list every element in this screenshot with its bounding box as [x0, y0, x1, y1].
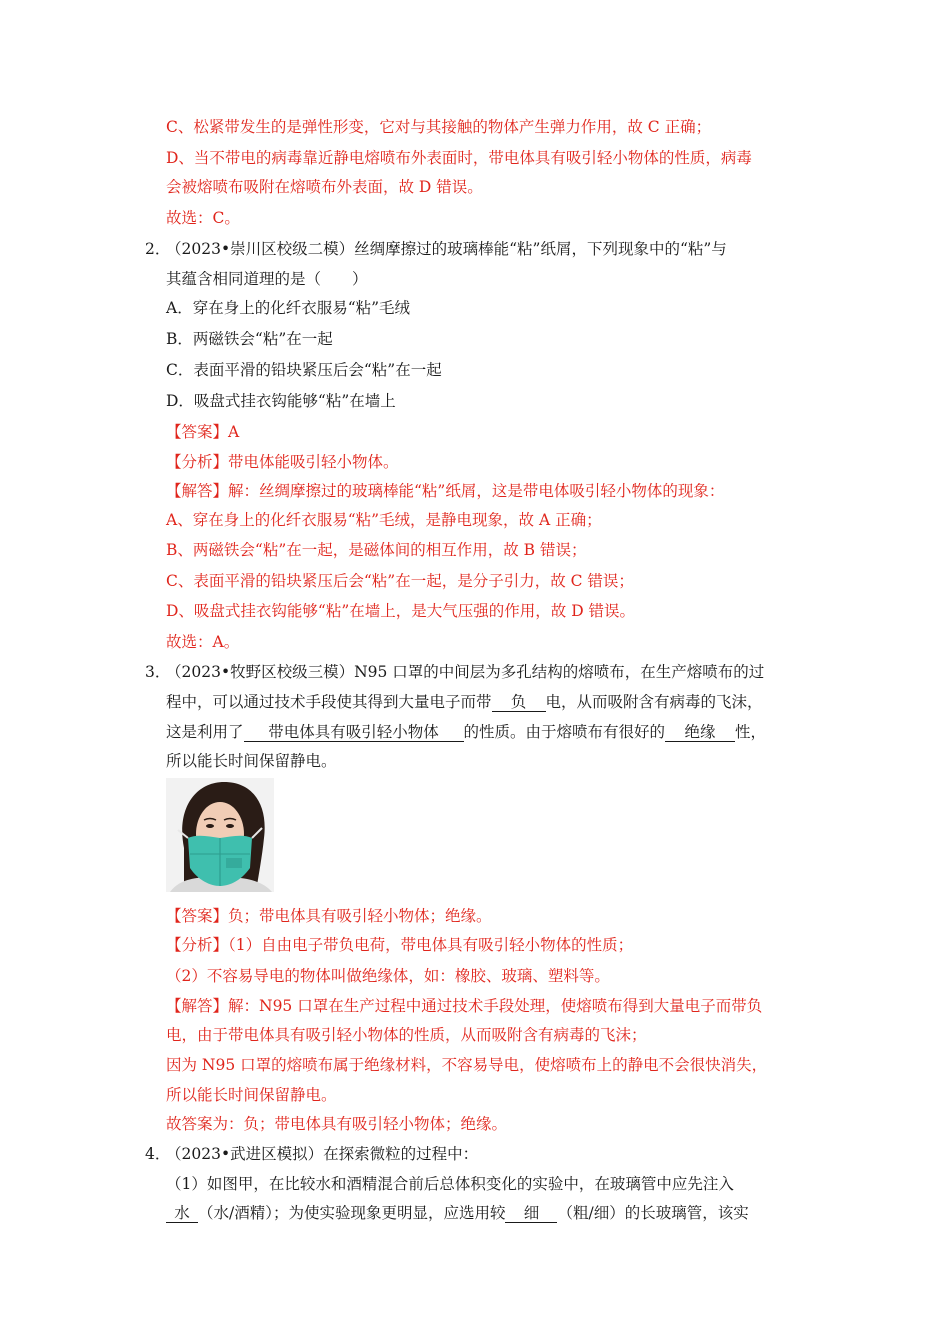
q2-stem-line2: 其蕴含相同道理的是（ ）: [166, 270, 368, 288]
q3-stem-line3-b: 的性质。由于熔喷布有很好的: [463, 723, 666, 741]
q3-blank-property: 带电体具有吸引轻小物体: [244, 723, 464, 742]
q3-solution-line1: 【解答】解：N95 口罩在生产过程中通过技术手段处理，使熔喷布得到大量电子而带负: [166, 997, 763, 1015]
q2-option-b: B．两磁铁会“粘”在一起: [166, 330, 333, 348]
q3-stem-line4: 所以能长时间保留静电。: [166, 752, 337, 770]
q2-option-a: A．穿在身上的化纤衣服易“粘”毛绒: [166, 299, 411, 317]
q2-solution: 【解答】解：丝绸摩擦过的玻璃棒能“粘”纸屑，这是带电体吸引轻小物体的现象：: [166, 482, 725, 500]
q3-solution-line2: 电，由于带电体具有吸引轻小物体的性质，从而吸附含有病毒的飞沫；: [166, 1026, 647, 1044]
q1-solution-c: C、松紧带发生的是弹性形变，它对与其接触的物体产生弹力作用，故 C 正确；: [166, 118, 712, 136]
q3-answer: 【答案】负；带电体具有吸引轻小物体；绝缘。: [166, 907, 492, 925]
q2-solution-a: A、穿在身上的化纤衣服易“粘”毛绒，是静电现象，故 A 正确；: [166, 511, 602, 529]
q3-number: 3．: [145, 663, 171, 681]
q3-analysis-line1: 【分析】（1）自由电子带负电荷，带电体具有吸引轻小物体的性质；: [166, 936, 634, 954]
q2-answer: 【答案】A: [166, 423, 240, 441]
q2-stem-line1: （2023•崇川区校级二模）丝绸摩擦过的玻璃棒能“粘”纸屑，下列现象中的“粘”与: [166, 240, 727, 258]
q1-solution-d-line2: 会被熔喷布吸附在熔喷布外表面，故 D 错误。: [166, 178, 483, 196]
q2-choice: 故选：A。: [166, 633, 240, 651]
q3-stem-line2-a: 程中，可以通过技术手段使其得到大量电子而带: [166, 693, 492, 711]
q3-blank-insulation: 绝缘: [665, 723, 735, 742]
q4-stem-line1: （2023•武进区模拟）在探索微粒的过程中：: [166, 1145, 479, 1163]
q3-stem-line3-a: 这是利用了: [166, 723, 244, 741]
q3-stem-line1: （2023•牧野区校级三模）N95 口罩的中间层为多孔结构的熔喷布，在生产熔喷布的过: [166, 663, 765, 681]
woman-wearing-n95-mask-photo: [166, 778, 274, 892]
q3-solution-line3: 因为 N95 口罩的熔喷布属于绝缘材料，不容易导电，使熔喷布上的静电不会很快消失，: [166, 1056, 768, 1074]
q3-stem-line3: [166, 722, 766, 742]
q3-stem-line3-c: 性，: [735, 723, 767, 741]
q3-stem-line2-b: 电，从而吸附含有病毒的飞沫，: [545, 693, 763, 711]
q4-stem-line2: （1）如图甲，在比较水和酒精混合前后总体积变化的实验中，在玻璃管中应先注入: [166, 1175, 734, 1193]
q1-choice: 故选：C。: [166, 209, 240, 227]
q2-option-c: C．表面平滑的铅块紧压后会“粘”在一起: [166, 361, 442, 379]
mask-photo-icon: [166, 778, 274, 892]
q4-blank-tube: 细: [505, 1204, 557, 1223]
q4-blank-liquid: 水: [166, 1204, 198, 1223]
q3-stem-line2: [166, 692, 763, 712]
q3-solution-line4: 所以能长时间保留静电。: [166, 1086, 337, 1104]
q4-stem-line3-a: （水/酒精）；为使实验现象更明显，应选用较: [198, 1204, 506, 1222]
q4-stem-line3: [166, 1203, 749, 1223]
q2-number: 2．: [145, 240, 171, 258]
q1-solution-d-line1: D、当不带电的病毒靠近静电熔喷布外表面时，带电体具有吸引轻小物体的性质，病毒: [166, 149, 752, 167]
q2-solution-b: B、两磁铁会“粘”在一起，是磁体间的相互作用，故 B 错误；: [166, 541, 587, 559]
q2-analysis: 【分析】带电体能吸引轻小物体。: [166, 453, 399, 471]
q2-option-d: D．吸盘式挂衣钩能够“粘”在墙上: [166, 392, 396, 410]
q3-final-answer: 故答案为：负；带电体具有吸引轻小物体；绝缘。: [166, 1115, 508, 1133]
q2-solution-d: D、吸盘式挂衣钩能够“粘”在墙上，是大气压强的作用，故 D 错误。: [166, 602, 636, 620]
q2-solution-c: C、表面平滑的铅块紧压后会“粘”在一起，是分子引力，故 C 错误；: [166, 572, 634, 590]
q4-stem-line3-b: （粗/细）的长玻璃管，该实: [557, 1204, 749, 1222]
q4-number: 4．: [145, 1145, 171, 1163]
q3-analysis-line2: （2）不容易导电的物体叫做绝缘体，如：橡胶、玻璃、塑料等。: [166, 967, 610, 985]
q3-blank-charge: 负: [492, 693, 546, 712]
